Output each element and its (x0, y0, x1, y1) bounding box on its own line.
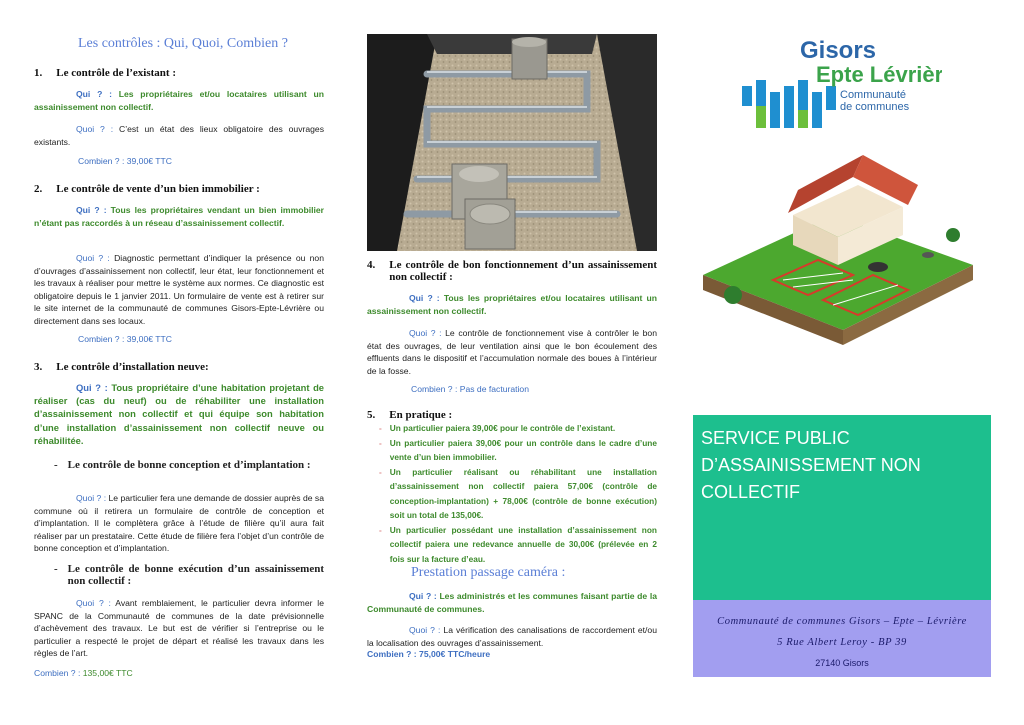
section-title: Les contrôles : Qui, Quoi, Combien ? (78, 36, 288, 51)
logo-line4: de communes (840, 101, 910, 113)
function-qui: Qui ? : Tous les propriétaires et/ou locataires utilisant un assainissement non collectif. (367, 293, 658, 316)
address-line1: Communauté de communes Gisors – Epte – Lévrière (717, 616, 967, 627)
heading-new-install: 3. Le contrôle d’installation neuve: (34, 361, 209, 373)
camera-title: Prestation passage caméra : (411, 565, 566, 580)
logo-line1: Gisors (800, 37, 877, 64)
execution-quoi: Quoi ? : Avant remblaiement, le particulier devra informer le SPANC de la Communauté de communes de la date prévisionnelle d’achèvement des travaux. Le but est de vérifier si l’entreprise ou le particulier a respecté le projet de départ et réalisé les travaux dans les règles de l’art. (34, 598, 324, 659)
new-install-combien: Combien ? : 135,00€ TTC (34, 668, 133, 678)
existing-qui: Qui ? : Les propriétaires et/ou locataires utilisant un assainissement non collectif. (34, 89, 324, 112)
existing-combien: Combien ? : 39,00€ TTC (78, 156, 172, 166)
heading-function: 4. Le contrôle de bon fonctionnement d’un assainissement non collectif : (367, 259, 657, 283)
installation-photo (367, 34, 657, 251)
address-line2: 5 Rue Albert Leroy - BP 39 (777, 637, 907, 648)
camera-quoi: Quoi ? : La vérification des canalisations de raccordement et/ou la localisation des ouvrages d’assainissement. (367, 625, 657, 648)
sub-conception: - Le contrôle de bonne conception et d’implantation : (54, 459, 311, 471)
heading-practice: 5. En pratique : (367, 409, 453, 421)
list-item: - Un particulier réalisant ou réhabilitant une installation d’assainissement non collectif paiera 57,00€ (contrôle de conception-implantation) + 78,00€ (contrôle de bonne exécution) soit un total de 135,00€. (379, 466, 657, 520)
heading-sale: 2. Le contrôle de vente d’un bien immobilier : (34, 183, 260, 195)
list-item: - Un particulier possédant une installation d’assainissement non collectif paiera une redevance annuelle de 30,00€ (prélevée en 2 fois sur la facture d’eau. (379, 524, 657, 564)
logo-line2: Epte Lévrière (816, 62, 942, 87)
logo-line3: Communauté (840, 89, 907, 101)
function-quoi: Quoi ? : Le contrôle de fonctionnement vise à contrôler le bon état des ouvrages, de leur ventilation ainsi que le bon écoulement des effluents dans le dispositif et l’accumulation normale des boues à l’intérieur de la fosse. (367, 328, 657, 376)
heading-existing: 1. Le contrôle de l’existant : (34, 67, 176, 79)
address-city: 27140 Gisors (815, 658, 869, 668)
existing-quoi: Quoi ? : C’est un état des lieux obligatoire des ouvrages existants. (34, 124, 325, 147)
service-title-panel (693, 415, 991, 600)
function-combien: Combien ? : Pas de facturation (411, 384, 529, 394)
service-title: SERVICE PUBLIC D’ASSAINISSEMENT NON COLLECTIF (701, 428, 921, 502)
logo (742, 36, 942, 132)
list-item: - Un particulier paiera 39,00€ pour le contrôle de l’existant. (379, 423, 616, 433)
sub-execution: - Le contrôle de bonne exécution d’un assainissement non collectif : (54, 563, 324, 587)
sale-combien: Combien ? : 39,00€ TTC (78, 334, 172, 344)
camera-combien: Combien ? : 75,00€ TTC/heure (367, 649, 491, 659)
sale-qui: Qui ? : Tous les propriétaires vendant un bien immobilier n’étant pas raccordés à un réseau d’assainissement collectif. (34, 205, 324, 228)
list-item: - Un particulier paiera 39,00€ pour un contrôle dans le cadre d’une vente d’un bien immobilier. (379, 437, 657, 462)
conception-quoi: Quoi ? : Le particulier fera une demande de dossier auprès de sa commune où il retirera un formulaire de contrôle de conception et d’implantation. Il le complètera grâce à l’étude de filière qu’il aura fait réaliser par un prestataire. Cette étude de filière fera l’objet d’un contrôle de bonne conception et d’implantation. (34, 493, 324, 554)
practice-list (367, 421, 657, 566)
camera-qui: Qui ? : Les administrés et les communes faisant partie de la Communauté de communes. (367, 591, 658, 614)
new-install-qui: Qui ? : Tous propriétaire d’une habitation projetant de réaliser (cas du neuf) ou de réhabiliter une installation d’assainissement non collectif et qui équipe son habitation d’une installation d’assainissement non collectif neuve ou réhabilitée. (34, 382, 325, 446)
installation-diagram (703, 155, 973, 385)
sale-quoi: Quoi ? : Diagnostic permettant d’indiquer la présence ou non d’ouvrages d’assainissement non collectif, leur état, leur fonctionnement et les travaux à réaliser pour mettre le système aux normes. Ce diagnostic est obligatoire depuis le 1 janvier 2011. Un formulaire de vente est à retirer sur le site internet de la communauté de communes Gisors-Epte-Lévrière ou directement dans ses locaux. (34, 253, 324, 326)
address-panel (693, 600, 991, 677)
